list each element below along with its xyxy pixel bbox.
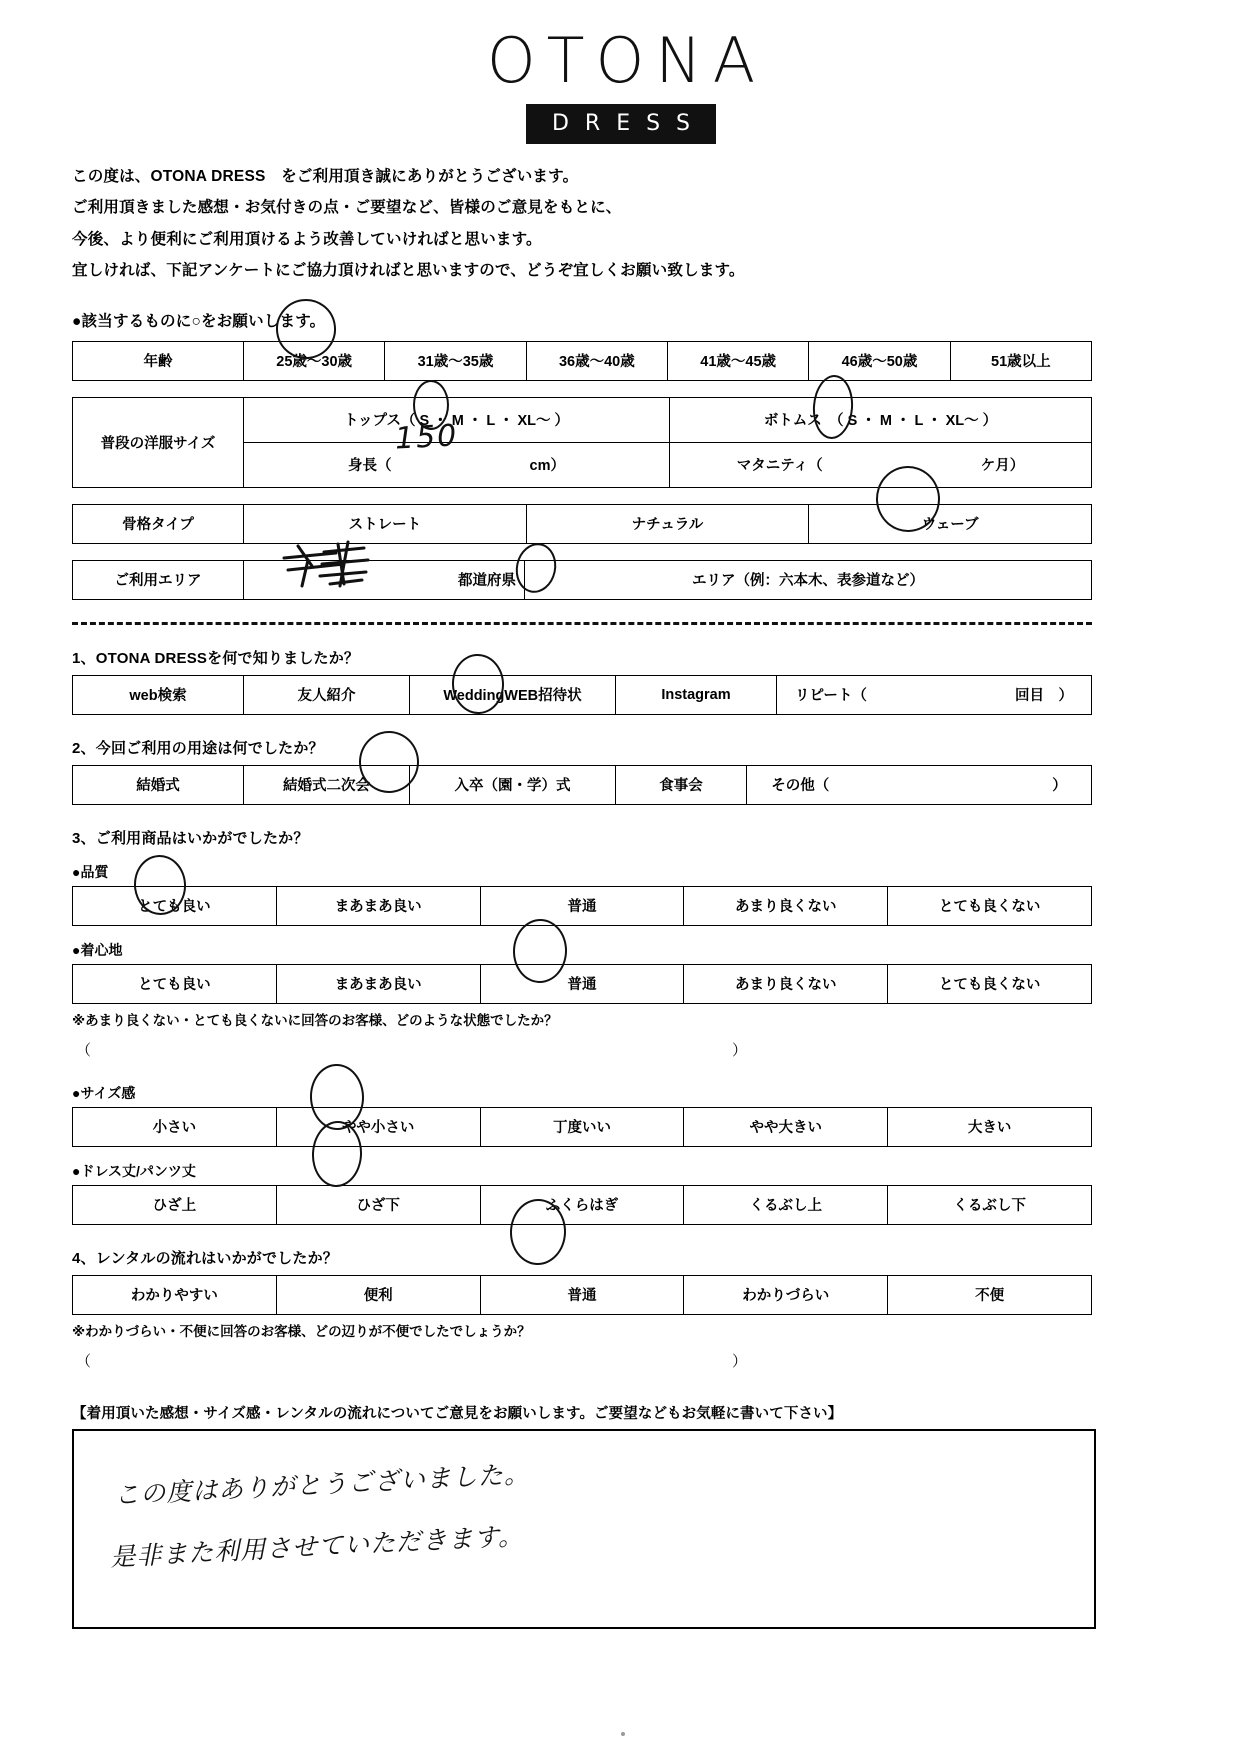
- clothing-size-table: [72, 397, 1092, 488]
- table-row: [73, 765, 1092, 804]
- comment-box-title: 【着用頂いた感想・サイズ感・レンタルの流れについてご意見をお願いします。ご要望などもお気軽に書いて下さい】: [72, 1405, 843, 1422]
- q1-option-0[interactable]: web検索: [73, 675, 244, 714]
- q3-quality-table: [72, 886, 1092, 926]
- q2-other-prefix: その他（: [771, 778, 830, 795]
- length-option-4[interactable]: くるぶし下: [888, 1185, 1092, 1224]
- q4-option-0[interactable]: わかりやすい: [73, 1275, 277, 1314]
- q4-option-1[interactable]: 便利: [276, 1275, 480, 1314]
- q2-option-1[interactable]: 結婚式二次会: [244, 765, 410, 804]
- instruction-circle-applicable: ●該当するものに○をお願いします。: [72, 312, 326, 330]
- brand-logo: [0, 0, 1242, 144]
- table-row: [73, 964, 1092, 1003]
- q3-comfort-label: ●着心地: [72, 941, 123, 958]
- table-row: [73, 504, 1092, 543]
- comfort-option-4[interactable]: とても良くない: [888, 964, 1092, 1003]
- height-cell[interactable]: [244, 442, 670, 487]
- handwritten-comment-line-2: 是非また利用させていただきます。: [109, 1521, 525, 1572]
- q1-option-3[interactable]: Instagram: [616, 675, 777, 714]
- handwritten-comment-line-1: この度はありがとうございました。: [113, 1459, 531, 1510]
- q3-quality-label: ●品質: [72, 863, 109, 880]
- body-type-option-1[interactable]: ナチュラル: [526, 504, 809, 543]
- q2-other-suffix: ）: [1052, 778, 1067, 795]
- table-row: [73, 341, 1092, 380]
- table-row: [73, 675, 1092, 714]
- section-divider: [72, 622, 1092, 625]
- area-label: ご利用エリア: [73, 560, 244, 599]
- intro-line-3: 今後、より便利にご利用頂けるよう改善していければと思います。: [72, 230, 542, 248]
- intro-line-1: この度は、OTONA DRESS をご利用頂き誠にありがとうございます。: [72, 168, 579, 185]
- paren-close: ）: [732, 1352, 748, 1370]
- q3-size-feel-table: [72, 1107, 1092, 1147]
- age-option-3[interactable]: 41歳〜45歳: [667, 341, 808, 380]
- age-label: 年齢: [73, 341, 244, 380]
- age-option-1[interactable]: 31歳〜35歳: [385, 341, 526, 380]
- quality-option-3[interactable]: あまり良くない: [684, 886, 888, 925]
- table-row: [73, 397, 1092, 442]
- quality-option-2[interactable]: 普通: [480, 886, 684, 925]
- q1-table: [72, 675, 1092, 715]
- q2-table: [72, 765, 1092, 805]
- intro-line-2: ご利用頂きました感想・お気付きの点・ご要望など、皆様のご意見をもとに、: [72, 199, 622, 217]
- table-row: [73, 886, 1092, 925]
- q4-note: ※わかりづらい・不便に回答のお客様、どの辺りが不便でしたでしょうか？: [72, 1323, 531, 1339]
- maternity-unit: ケ月）: [980, 458, 1025, 475]
- q2-option-0[interactable]: 結婚式: [73, 765, 244, 804]
- body-type-table: [72, 504, 1092, 544]
- intro-line-4: 宜しければ、下記アンケートにご協力頂ければと思いますので、どうぞ宜しくお願い致します。: [72, 262, 745, 280]
- area-table: [72, 560, 1092, 600]
- q3-size-feel-label: ●サイズ感: [72, 1084, 136, 1101]
- length-option-0[interactable]: ひざ上: [73, 1185, 277, 1224]
- height-prefix: 身長（: [347, 458, 392, 475]
- q4-answer-field[interactable]: [72, 1350, 1092, 1372]
- q4-table: [72, 1275, 1092, 1315]
- clothing-size-label: 普段の洋服サイズ: [73, 397, 244, 487]
- q4-title: 4、レンタルの流れはいかがでしたか？: [72, 1249, 338, 1267]
- length-option-2[interactable]: ふくらはぎ: [480, 1185, 684, 1224]
- size-feel-option-3[interactable]: やや大きい: [684, 1107, 888, 1146]
- q2-other-cell[interactable]: [747, 765, 1092, 804]
- quality-option-1[interactable]: まあまあ良い: [276, 886, 480, 925]
- brand-subtitle: DRESS: [526, 104, 716, 144]
- table-row: [73, 1107, 1092, 1146]
- quality-option-0[interactable]: とても良い: [73, 886, 277, 925]
- body-type-label: 骨格タイプ: [73, 504, 244, 543]
- maternity-prefix: マタニティ（: [736, 458, 823, 475]
- q3-comfort-note: ※あまり良くない・とても良くないに回答のお客様、どのような状態でしたか？: [72, 1012, 558, 1028]
- q1-option-1[interactable]: 友人紹介: [244, 675, 410, 714]
- area-hint-cell[interactable]: エリア（例：六本木、表参道など）: [525, 560, 1092, 599]
- age-option-5[interactable]: 51歳以上: [950, 341, 1091, 380]
- q2-title: 2、今回ご利用の用途は何でしたか？: [72, 739, 324, 757]
- length-option-1[interactable]: ひざ下: [276, 1185, 480, 1224]
- comfort-option-3[interactable]: あまり良くない: [684, 964, 888, 1003]
- intro-paragraph: [72, 166, 1242, 283]
- tops-size-cell[interactable]: トップス（ S ・ M ・ L ・ XL〜 ）: [244, 397, 670, 442]
- q1-title: 1、OTONA DRESSを何で知りましたか？: [72, 649, 360, 667]
- q3-comfort-table: [72, 964, 1092, 1004]
- q2-option-2[interactable]: 入卒（園・学）式: [410, 765, 616, 804]
- q1-repeat-prefix: リピート（: [795, 688, 867, 705]
- q3-length-table: [72, 1185, 1092, 1225]
- q4-option-4[interactable]: 不便: [888, 1275, 1092, 1314]
- age-option-2[interactable]: 36歳〜40歳: [526, 341, 667, 380]
- comfort-option-1[interactable]: まあまあ良い: [276, 964, 480, 1003]
- body-type-option-0[interactable]: ストレート: [244, 504, 527, 543]
- quality-option-4[interactable]: とても良くない: [888, 886, 1092, 925]
- body-type-option-2[interactable]: ウェーブ: [809, 504, 1092, 543]
- prefecture-label: 都道府県: [458, 573, 516, 590]
- bottoms-size-cell[interactable]: ボトムス （ S ・ M ・ L ・ XL〜 ）: [670, 397, 1092, 442]
- comfort-option-2[interactable]: 普通: [480, 964, 684, 1003]
- paren-open: （: [76, 1041, 92, 1059]
- size-feel-option-1[interactable]: やや小さい: [276, 1107, 480, 1146]
- table-row: [73, 1185, 1092, 1224]
- age-option-4[interactable]: 46歳〜50歳: [809, 341, 950, 380]
- paren-open: （: [76, 1352, 92, 1370]
- comment-box[interactable]: [72, 1429, 1096, 1629]
- q2-option-3[interactable]: 食事会: [616, 765, 747, 804]
- handwritten-height-value: 150: [394, 418, 460, 457]
- size-feel-option-4[interactable]: 大きい: [888, 1107, 1092, 1146]
- length-option-3[interactable]: くるぶし上: [684, 1185, 888, 1224]
- age-option-0[interactable]: 25歳〜30歳: [244, 341, 385, 380]
- paren-close: ）: [732, 1041, 748, 1059]
- table-row: [73, 1275, 1092, 1314]
- table-row: [73, 560, 1092, 599]
- q4-option-3[interactable]: わかりづらい: [684, 1275, 888, 1314]
- maternity-cell[interactable]: [670, 442, 1092, 487]
- comfort-option-0[interactable]: とても良い: [73, 964, 277, 1003]
- q1-repeat-cell[interactable]: [777, 675, 1092, 714]
- prefecture-cell[interactable]: [244, 560, 525, 599]
- q1-option-2[interactable]: WeddingWEB招待状: [410, 675, 616, 714]
- height-unit: cm）: [529, 458, 566, 475]
- q1-repeat-suffix: 回目 ）: [1014, 688, 1073, 705]
- q3-length-label: ●ドレス丈/パンツ丈: [72, 1162, 196, 1179]
- q4-option-2[interactable]: 普通: [480, 1275, 684, 1314]
- page-footer-mark: [621, 1732, 625, 1736]
- q3-comfort-answer-field[interactable]: [72, 1039, 1092, 1061]
- q3-title: 3、ご利用商品はいかがでしたか？: [72, 829, 309, 847]
- size-feel-option-2[interactable]: 丁度いい: [480, 1107, 684, 1146]
- size-feel-option-0[interactable]: 小さい: [73, 1107, 277, 1146]
- brand-name: OTONA: [486, 24, 767, 97]
- age-table: [72, 341, 1092, 381]
